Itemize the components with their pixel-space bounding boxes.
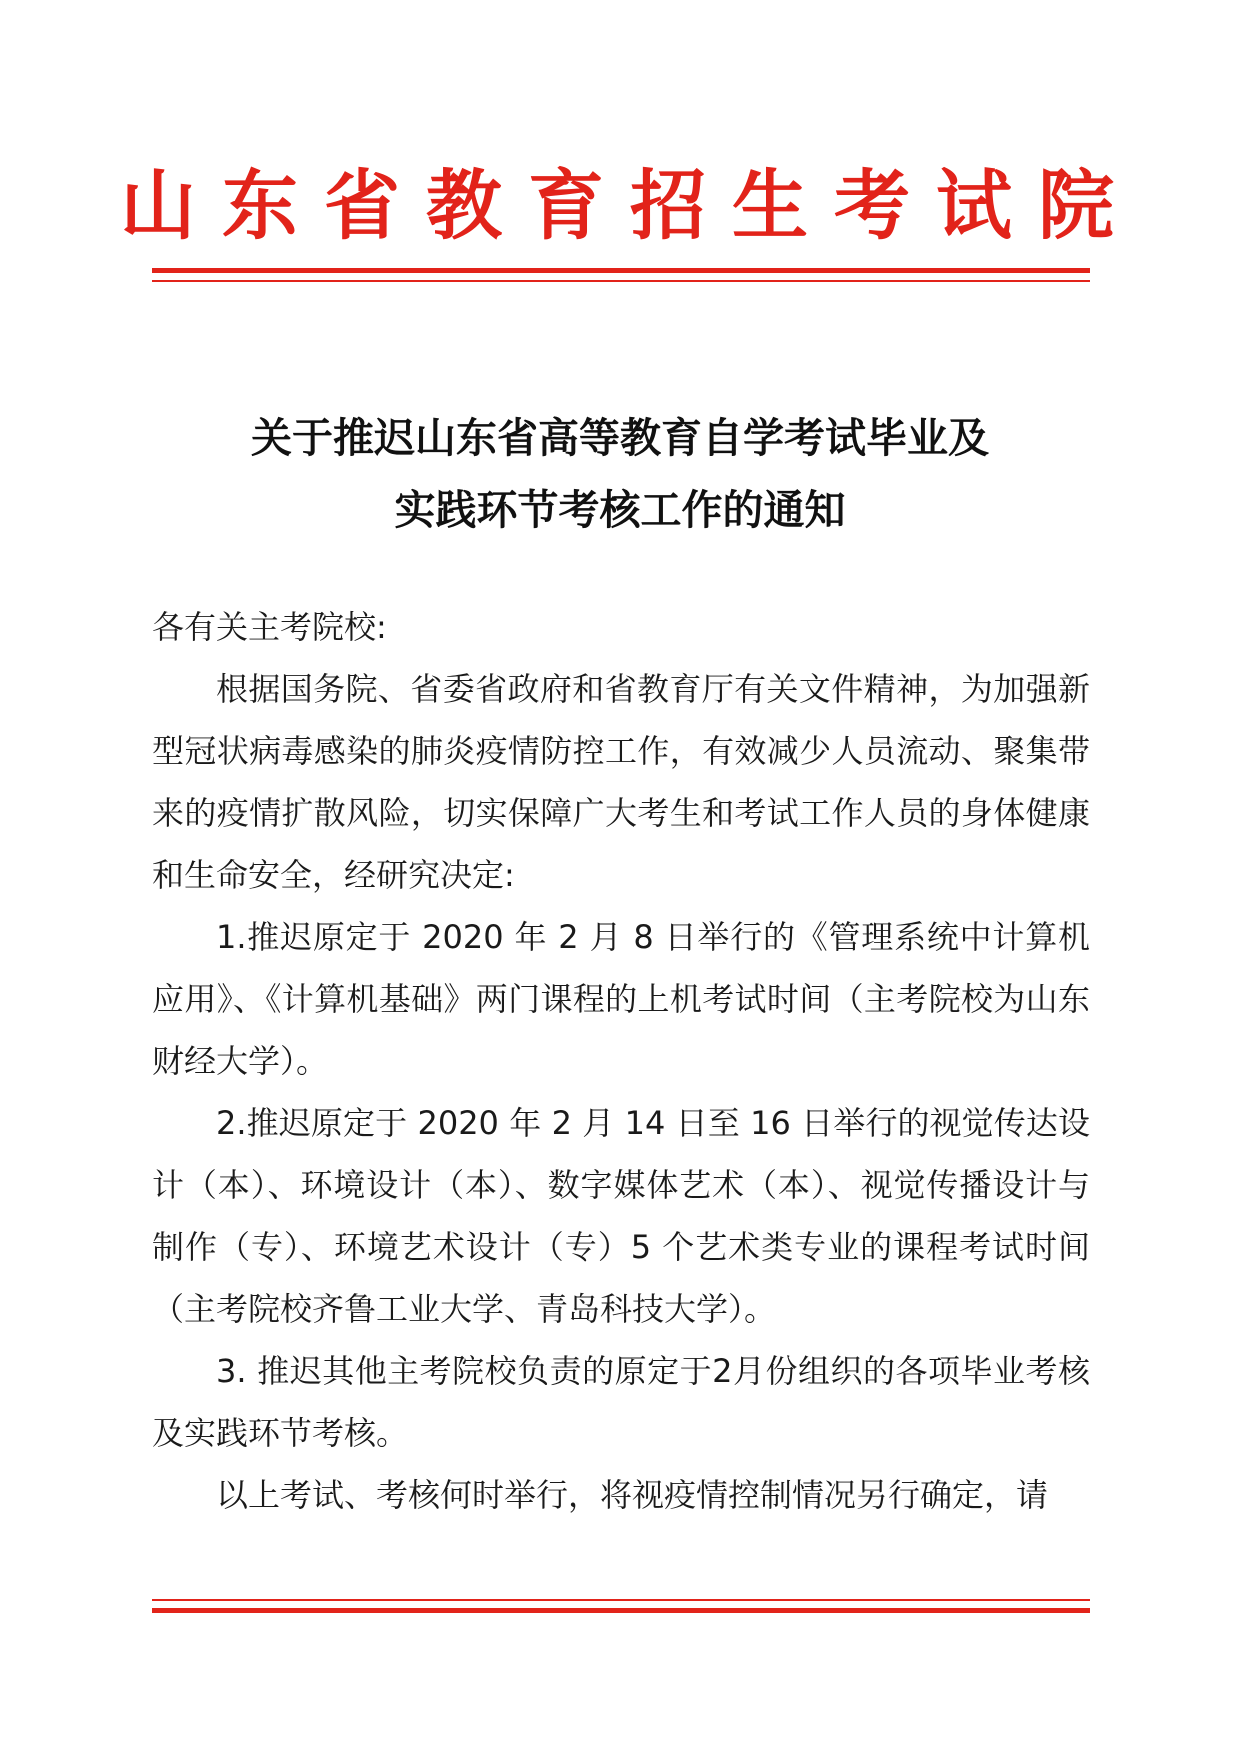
body-paragraph-item-1: 1.推迟原定于 2020 年 2 月 8 日举行的《管理系统中计算机应用》、《计算机基础》两门课程的上机考试时间（主考院校为山东财经大学）。 [152,918,1090,1080]
salutation: 各有关主考院校: [152,608,387,646]
footer-rule-thin [152,1599,1090,1601]
footer-rule-thick [152,1608,1090,1613]
organization-header: 山东省教育招生考试院 [120,161,1140,250]
body-paragraph-closing: 以上考试、考核何时举行，将视疫情控制情况另行确定，请 [216,1476,1049,1514]
header-rule-thin [152,280,1090,282]
body-paragraph-intro: 根据国务院、省委省政府和省教育厅有关文件精神，为加强新型冠状病毒感染的肺炎疫情防控工作，有效减少人员流动、聚集带来的疫情扩散风险，切实保障广大考生和考试工作人员的身体健康和生命安全，经研究决定: [152,670,1090,894]
header-rule-thick [152,268,1090,273]
body-paragraph-item-2: 2.推迟原定于 2020 年 2 月 14 日至 16 日举行的视觉传达设计（本）、环境设计（本）、数字媒体艺术（本）、视觉传播设计与制作（专）、环境艺术设计（专）5 个艺术类专业的课程考试时间（主考院校齐鲁工业大学、青岛科技大学）。 [152,1104,1090,1328]
notice-body [152,596,1090,1526]
notice-title-line-1: 关于推迟山东省高等教育自学考试毕业及 [251,414,989,462]
notice-title-line-2: 实践环节考核工作的通知 [394,486,846,534]
body-paragraph-item-3: 3. 推迟其他主考院校负责的原定于2月份组织的各项毕业考核及实践环节考核。 [152,1352,1090,1452]
